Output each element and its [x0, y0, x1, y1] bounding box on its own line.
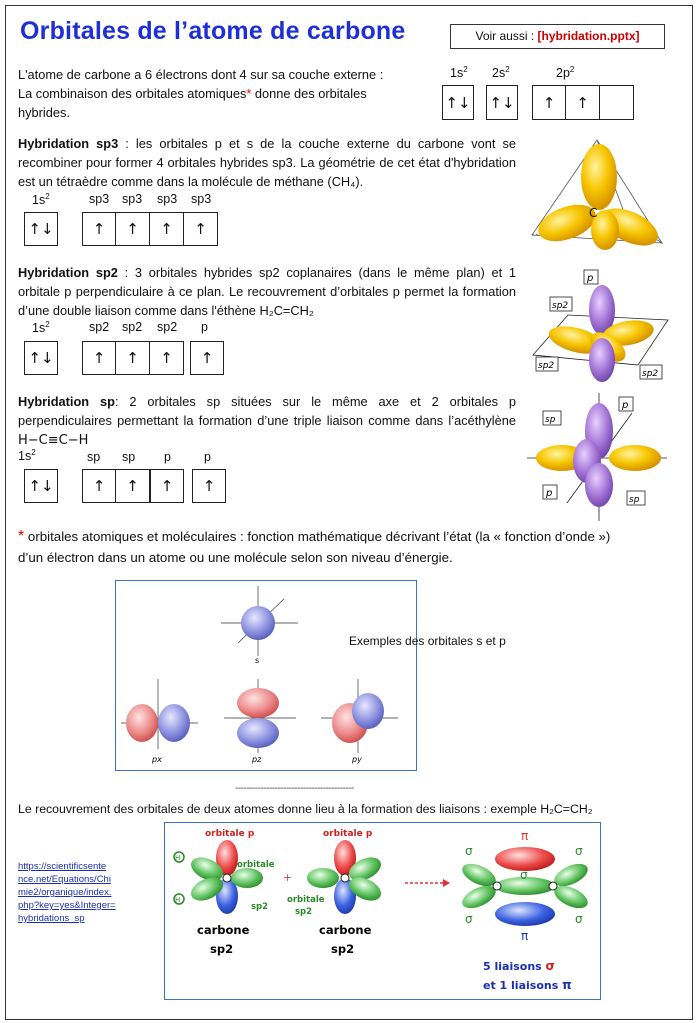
sp3-heading: Hybridation sp3: [18, 136, 119, 151]
reference-line[interactable]: php?key=yes&Integer=: [18, 900, 116, 911]
sp3-boxes: [82, 212, 218, 246]
sigma-bond-label: σ: [465, 912, 473, 926]
pi-bond-label: π: [521, 829, 529, 843]
sp-fig-label: sp: [629, 495, 640, 505]
sp2-box-p: [190, 341, 224, 375]
sp2-fig-label: sp2: [552, 301, 569, 311]
sp2-label: sp2: [157, 320, 178, 334]
sp3-label: sp3: [122, 192, 143, 206]
electron-box: ↑: [532, 85, 566, 120]
electron-box: ↑: [82, 212, 116, 246]
electron-box: ↑: [150, 341, 184, 375]
sp2-box-1s: [24, 341, 58, 375]
sp2-orbital-figure: [528, 265, 673, 387]
orbital-boxes-2p: [532, 85, 634, 120]
sp-boxes-hybrid: [82, 469, 150, 503]
orbital-sp2-label: orbitale: [237, 860, 275, 870]
electron-box: ↑: [116, 469, 150, 503]
sp2-heading: Hybridation sp2: [18, 265, 118, 280]
sp2-fig-label-p: p: [587, 273, 594, 284]
py-label: py: [352, 755, 362, 764]
electron-box: ↑↓: [486, 85, 518, 120]
electron-box: ↑: [566, 85, 600, 120]
sp-box-1s: [24, 469, 58, 503]
sp3-paragraph: [18, 134, 516, 191]
sigma-bond-label: σ: [520, 868, 528, 882]
carbon-label: sp2: [331, 942, 355, 956]
intro-line-3: hybrides.: [18, 105, 70, 120]
sp-paragraph: [18, 392, 516, 450]
sp-label: p: [204, 450, 211, 464]
reference-line[interactable]: mie2/organique/index.: [18, 887, 112, 898]
orbital-box-1s: [442, 85, 474, 120]
sp-fig-label: p: [546, 488, 553, 499]
sp3-tetrahedron-figure: [527, 135, 672, 255]
sp-heading: Hybridation sp: [18, 394, 115, 409]
sp-fig-label: p: [622, 400, 629, 411]
sp2-paragraph: [18, 263, 516, 320]
see-also-box[interactable]: [450, 24, 665, 49]
label-2s: $2s^2$: [492, 65, 510, 81]
intro-line-2: [18, 84, 438, 103]
plus-sign: +: [283, 871, 293, 884]
bond-formation-drawing: [165, 823, 600, 999]
sp-boxes-p2: [192, 469, 226, 503]
sp3-label: sp3: [191, 192, 212, 206]
carbon-label: carbone: [319, 923, 372, 937]
see-also-link[interactable]: [hybridation.pptx]: [537, 29, 640, 43]
electron-box: ↑: [82, 341, 116, 375]
orbital-sp2-label: sp2: [295, 907, 313, 917]
overlap-text: Le recouvrement des orbitales de deux atomes donne lieu à la formation des liaisons : exemple H₂C=CH₂: [18, 802, 593, 816]
electron-box: ↑: [82, 469, 116, 503]
pz-label: pz: [252, 755, 262, 764]
acetylene-formula: H−C≡C−H: [18, 433, 89, 448]
reference-line[interactable]: nce.net/Equations/Chi: [18, 874, 111, 885]
electron-box: ↑↓: [24, 212, 58, 246]
carbon-label: sp2: [210, 942, 234, 956]
electron-box: ↑↓: [442, 85, 474, 120]
carbon-sp2-left: [174, 829, 275, 956]
sp2-fig-label: sp2: [538, 361, 555, 371]
electron-box: ↑: [184, 212, 218, 246]
sp2-label: sp2: [89, 320, 110, 334]
page-title: Orbitales de l’atome de carbone: [20, 17, 406, 45]
sigma-bond-label: σ: [575, 844, 583, 858]
sp3-text: : les orbitales p et s de la couche externe du carbone vont se recombiner pour former 4 orbitales hybrides sp3. La géométrie de cet état d'hybridation est un tétraèdre comme dans la molécule de méthane (CH₄).: [18, 136, 516, 189]
sp-orbitals-drawing: [116, 581, 416, 770]
sigma-bond-label: σ: [465, 844, 473, 858]
electron-box: ↑: [192, 469, 226, 503]
result-line-2: et 1 liaisons π: [483, 978, 572, 992]
sp-boxes-p: [150, 469, 184, 503]
electron-box: ↑: [150, 212, 184, 246]
carbon-atom-label: C: [589, 206, 598, 220]
sp3-label: sp3: [89, 192, 110, 206]
sp2-label: sp2: [122, 320, 143, 334]
intro-text: [18, 65, 438, 122]
separator-line: ------------------------------------------: [235, 783, 354, 794]
carbon-label: carbone: [197, 923, 250, 937]
orbital-p-label: orbitale p: [205, 829, 255, 839]
orbital-box-2s: [486, 85, 518, 120]
px-orbital: [121, 679, 198, 764]
sp-fig-label: sp: [545, 415, 556, 425]
bond-formation-panel: [164, 822, 601, 1000]
reference-link[interactable]: [18, 860, 158, 925]
sp2-text: : 3 orbitales hybrides sp2 coplanaires (dans le même plan) et 1 orbitale p perpendiculaire à ce plan. Le recouvrement d’orbitales p permet la formation d’une double liaison comme dans l'éthène H₂C=CH₂: [18, 265, 516, 318]
hydrogen-label: H: [175, 896, 181, 904]
sp-label-1s: $1s^2$: [18, 448, 36, 464]
sp-label: sp: [122, 450, 136, 464]
footnote: [18, 526, 618, 568]
label-1s: $1s^2$: [450, 65, 468, 81]
px-label: px: [152, 755, 162, 764]
ethene-bonding: [459, 829, 591, 943]
footnote-text: orbitales atomiques et moléculaires : fonction mathématique décrivant l’état (la « fonction d’onde ») d’un électron dans un atome ou une molécule selon son niveau d’énergie.: [18, 529, 611, 565]
electron-box: ↑↓: [24, 341, 58, 375]
arrow-right-icon: [443, 879, 450, 887]
sp2-label: p: [201, 320, 208, 334]
pz-orbital: [224, 679, 296, 764]
sigma-bond-label: σ: [575, 912, 583, 926]
orbital-sp2-label: orbitale: [287, 895, 325, 905]
carbon-sp2-right: [287, 829, 385, 956]
sp-panel-caption: Exemples des orbitales s et p: [349, 634, 506, 648]
result-line-1: 5 liaisons σ: [483, 959, 555, 973]
footnote-star: *: [18, 528, 25, 545]
hydrogen-label: H: [175, 854, 181, 862]
sp2-boxes-hybrid: [82, 341, 184, 375]
sp2-label-1s: $1s^2$: [32, 320, 50, 336]
reference-line[interactable]: hybridations_sp: [18, 913, 85, 924]
orbital-sp2-label: sp2: [251, 902, 269, 912]
electron-box: ↑↓: [24, 469, 58, 503]
sp3-label: sp3: [157, 192, 178, 206]
electron-box: [600, 85, 634, 120]
sp-orbitals-panel: [115, 580, 506, 771]
sp-label: p: [164, 450, 171, 464]
intro-line-1: L'atome de carbone a 6 électrons dont 4 sur sa couche externe :: [18, 67, 384, 82]
s-orbital: [221, 586, 298, 665]
py-orbital: [321, 679, 398, 764]
electron-box: ↑: [116, 341, 150, 375]
electron-box: ↑: [190, 341, 224, 375]
intro-line-2a: La combinaison des orbitales atomiques: [18, 86, 247, 101]
footnote-star: *: [246, 86, 252, 101]
electron-box: ↑: [116, 212, 150, 246]
see-also-prefix: Voir aussi :: [475, 29, 538, 43]
sp3-label-1s: $1s^2$: [32, 192, 50, 208]
orbital-p-label: orbitale p: [323, 829, 373, 839]
sp3-box-1s: [24, 212, 58, 246]
electron-box: ↑: [150, 469, 184, 503]
label-2p: $2p^2$: [556, 65, 575, 81]
pi-bond-label: π: [521, 929, 529, 943]
reference-line[interactable]: https://scientificsente: [18, 861, 107, 872]
s-orbital-label: s: [255, 656, 260, 665]
sp-label: sp: [87, 450, 101, 464]
sp-orbital-figure: [527, 393, 672, 523]
sp2-fig-label: sp2: [642, 369, 659, 379]
sp-text: : 2 orbitales sp situées sur le même axe et 2 orbitales p perpendiculaires permettant la formation d’une triple liaison comme dans l’acéthylène: [18, 394, 517, 428]
intro-line-2b: donne des orbitales: [251, 86, 367, 101]
